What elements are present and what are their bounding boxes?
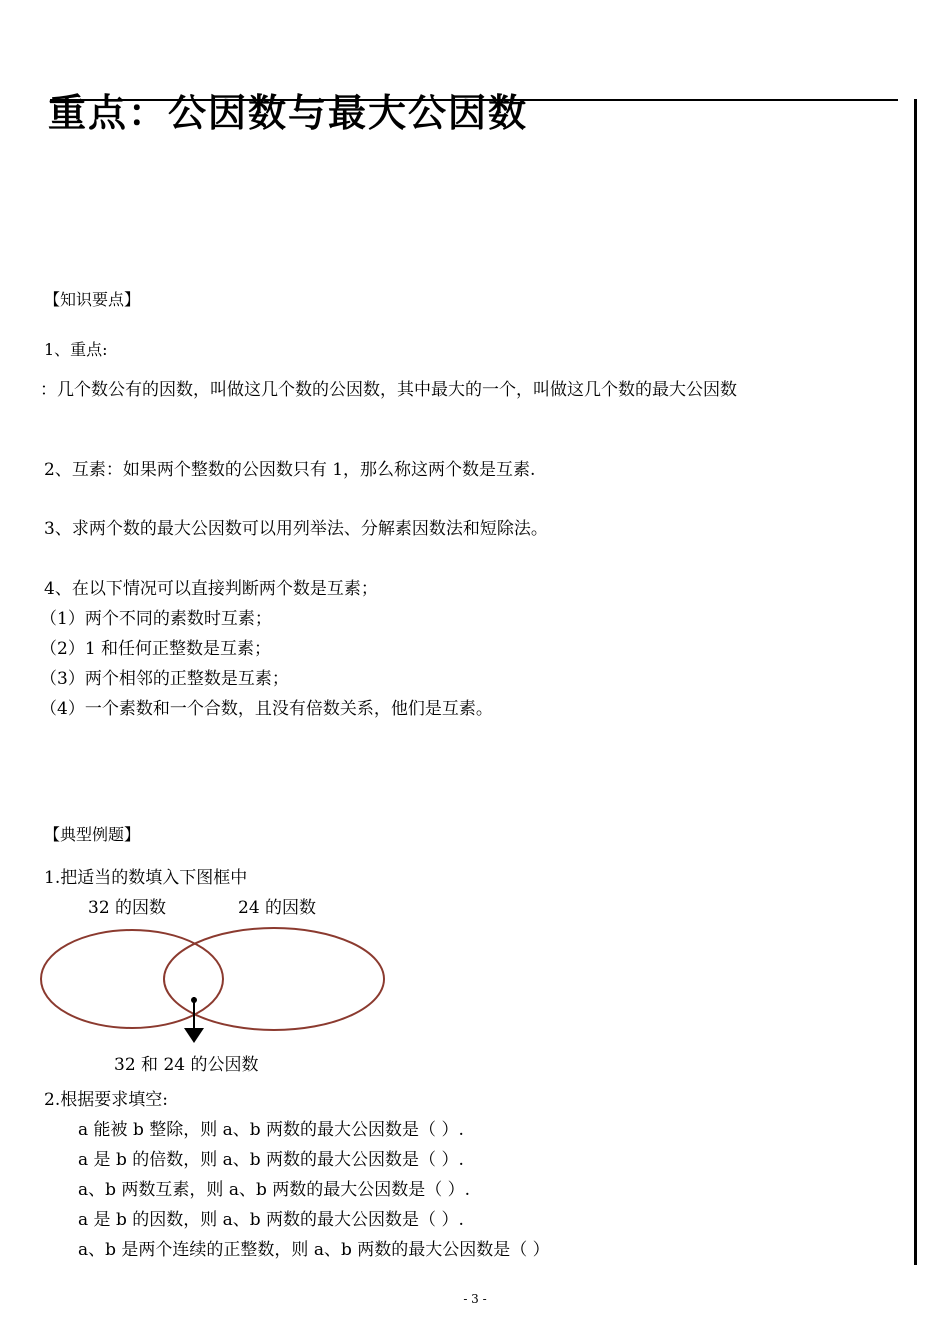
venn-arrow-head (184, 1028, 204, 1043)
venn-common-label: 32 和 24 的公因数 (114, 1055, 259, 1075)
right-margin-rule (914, 99, 917, 1265)
examples-heading: 【典型例题】 (44, 825, 141, 844)
knowledge-sub-item: （4）一个素数和一个合数，且没有倍数关系，他们是互素。 (40, 699, 493, 719)
page-number: - 3 - (463, 1292, 487, 1306)
knowledge-item-1-text: ：几个数公有的因数，叫做这几个数的公因数，其中最大的一个，叫做这几个数的最大公因数 (40, 380, 737, 400)
question-2: 2.根据要求填空: (44, 1090, 168, 1110)
question-1: 1.把适当的数填入下图框中 (44, 868, 248, 888)
question-2-item: a 是 b 的因数，则 a、b 两数的最大公因数是（ ）. (78, 1210, 464, 1230)
knowledge-sub-item: （2）1 和任何正整数是互素； (40, 639, 272, 659)
knowledge-sub-item: （3）两个相邻的正整数是互素； (40, 669, 289, 689)
question-2-item: a、b 两数互素，则 a、b 两数的最大公因数是（ ）. (78, 1180, 471, 1200)
knowledge-item-2: 2、互素：如果两个整数的公因数只有 1，那么称这两个数是互素. (44, 460, 536, 480)
knowledge-heading: 【知识要点】 (44, 290, 141, 309)
page-title: 重点：公因数与最大公因数 (48, 90, 529, 135)
knowledge-item-3: 3、求两个数的最大公因数可以用列举法、分解素因数法和短除法。 (44, 519, 548, 539)
venn-right-label: 24 的因数 (238, 898, 317, 918)
knowledge-item-1-label: 1、重点: (44, 340, 108, 359)
venn-left-label: 32 的因数 (88, 898, 167, 918)
venn-left-circle (41, 930, 223, 1028)
knowledge-item-4: 4、在以下情况可以直接判断两个数是互素； (44, 579, 378, 599)
question-2-item: a、b 是两个连续的正整数，则 a、b 两数的最大公因数是（ ） (78, 1240, 550, 1260)
question-2-item: a 是 b 的倍数，则 a、b 两数的最大公因数是（ ）. (78, 1150, 464, 1170)
venn-right-circle (164, 928, 384, 1030)
knowledge-sub-item: （1）两个不同的素数时互素； (40, 609, 272, 629)
venn-arrow-dot (191, 997, 197, 1003)
question-2-item: a 能被 b 整除，则 a、b 两数的最大公因数是（ ）. (78, 1120, 464, 1140)
venn-diagram (38, 925, 390, 1055)
